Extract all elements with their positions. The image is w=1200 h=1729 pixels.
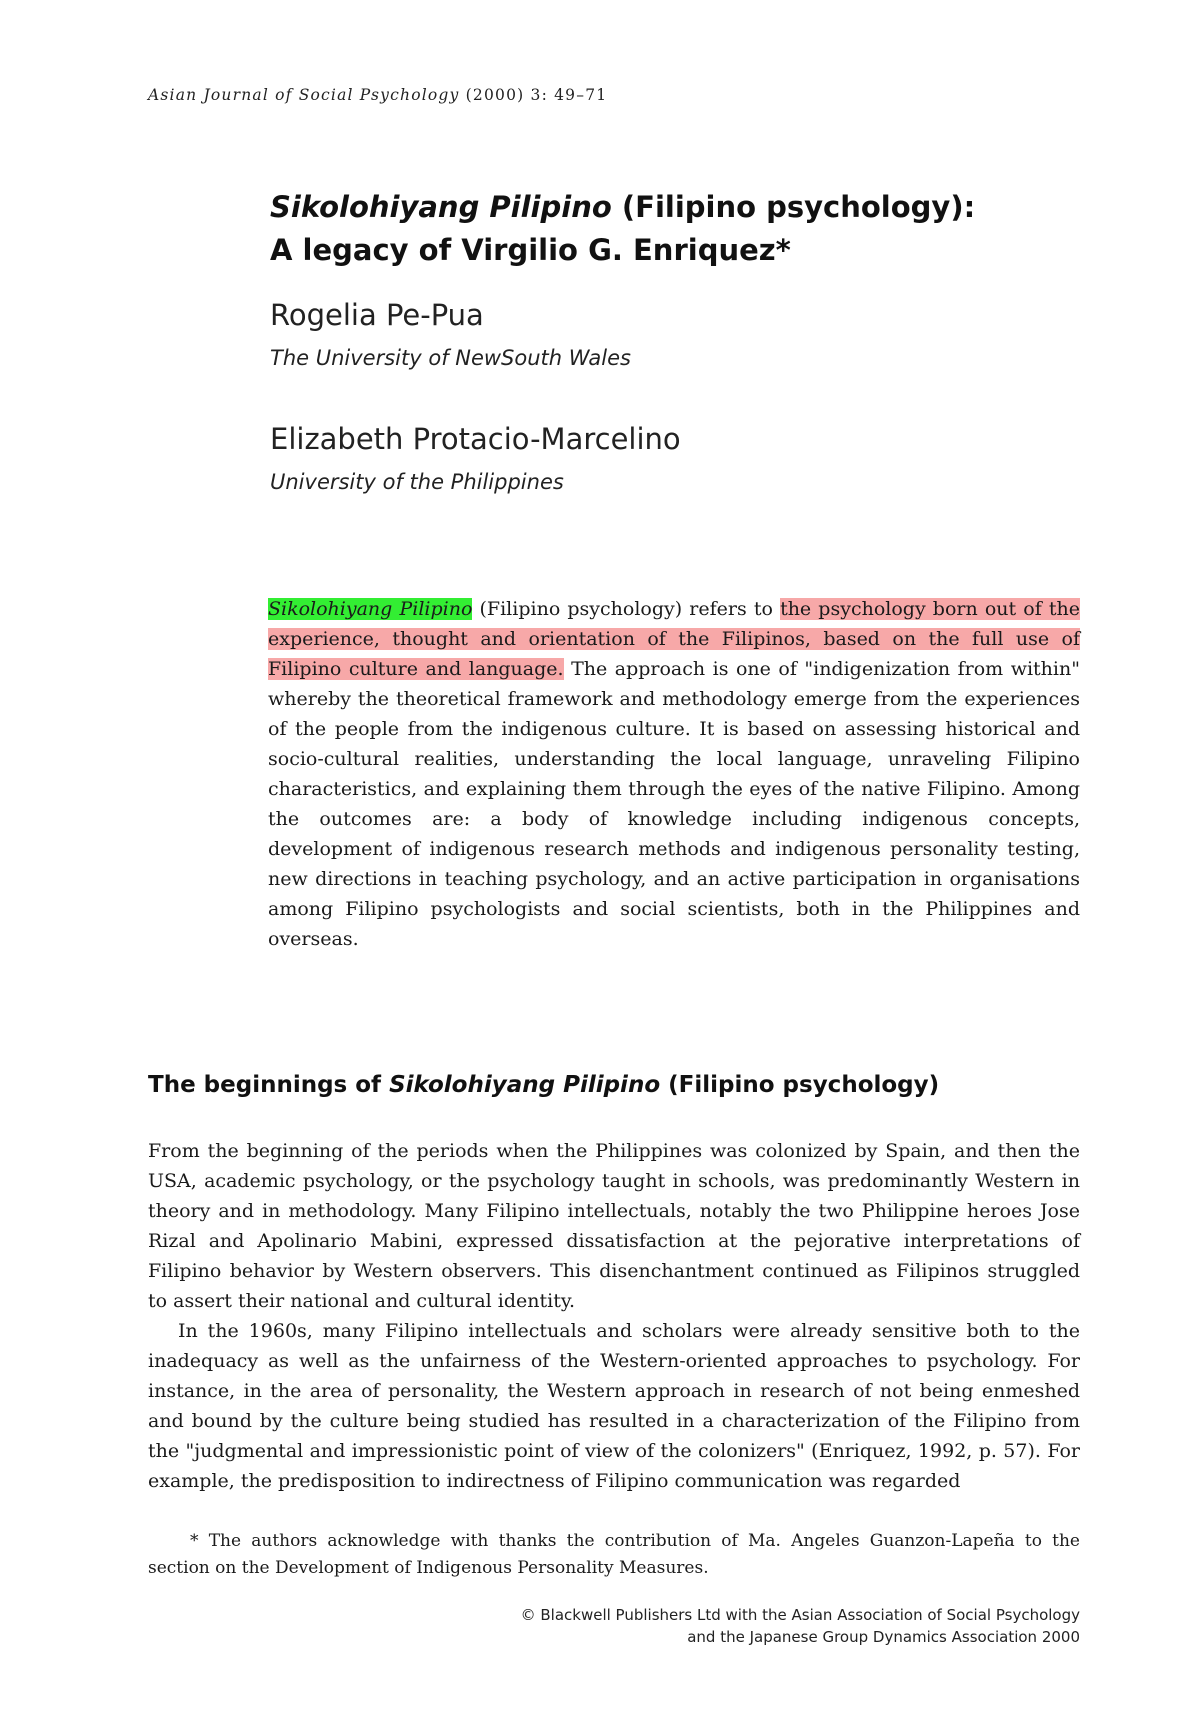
title-line-2: A legacy of Virgilio G. Enriquez* (270, 233, 791, 267)
section-heading (148, 1072, 939, 1098)
abstract (268, 594, 1080, 954)
author-name-2: Elizabeth Protacio-Marcelino (270, 422, 681, 456)
copyright-line-2: and the Japanese Group Dynamics Association 2000 (687, 1628, 1080, 1646)
title-italic: Sikolohiyang Pilipino (270, 190, 612, 224)
journal-header (148, 86, 607, 104)
author-name-1: Rogelia Pe-Pua (270, 298, 484, 332)
section-heading-italic: Sikolohiyang Pilipino (389, 1072, 661, 1098)
footnote: * The authors acknowledge with thanks the contribution of Ma. Angeles Guanzon-Lapeña to the section on the Development of Indigenous Personality Measures. (148, 1531, 1080, 1578)
author-affiliation-1: The University of NewSouth Wales (270, 346, 631, 370)
journal-name: Asian Journal of Social Psychology (148, 86, 460, 104)
body-paragraph-2: In the 1960s, many Filipino intellectuals and scholars were already sensitive both to the inadequacy as well as the unfairness of the Western-oriented approaches to psychology. For instance, in the area of personality, the Western approach in research of not being enmeshed and bound by the culture being studied has resulted in a characterization of the Filipino from the "judgmental and impressionistic point of view of the colonizers" (Enriquez, 1992, p. 57). For example, the predisposition to indirectness of Filipino communication was regarded (148, 1320, 1080, 1492)
section-heading-prefix: The beginnings of (148, 1072, 390, 1098)
body-paragraph-1: From the beginning of the periods when the Philippines was colonized by Spain, and then the USA, academic psychology, or the psychology taught in schools, was predominantly Western in theory and in methodology. Many Filipino intellectuals, notably the two Philippine heroes Jose Rizal and Apolinario Mabini, expressed dissatisfaction at the pejorative interpretations of Filipino behavior by Western observers. This disenchantment continued as Filipinos struggled to assert their national and cultural identity. (148, 1140, 1080, 1312)
copyright-line-1: © Blackwell Publishers Ltd with the Asian Association of Social Psychology (520, 1606, 1080, 1624)
title-rest: (Filipino psychology): (611, 190, 976, 224)
body-text (148, 1136, 1080, 1496)
highlight-red: the psychology born out of the experience, thought and orientation of the Filipinos, based on the full use of Filipino culture and language. (268, 598, 1080, 680)
title-line-1 (270, 186, 1090, 229)
highlight-green: Sikolohiyang Pilipino (268, 598, 473, 620)
copyright (380, 1604, 1080, 1648)
abstract-text-b: The approach is one of "indigenization from within" whereby the theoretical framework and methodology emerge from the experiences of the people from the indigenous culture. It is based on assessing historical and socio-cultural realities, understanding the local language, unraveling Filipino characteristics, and explaining them through the eyes of the native Filipino. Among the outcomes are: a body of knowledge including indigenous concepts, development of indigenous research methods and indigenous personality testing, new directions in teaching psychology, and an active participation in organisations among Filipino psychologists and social scientists, both in the Philippines and overseas. (268, 658, 1080, 950)
section-heading-suffix: (Filipino psychology) (660, 1072, 940, 1098)
journal-citation: (2000) 3: 49–71 (465, 86, 608, 104)
author-affiliation-2: University of the Philippines (270, 470, 564, 494)
paper-title (270, 186, 1090, 272)
abstract-text-a: (Filipino psychology) refers to (472, 598, 781, 620)
